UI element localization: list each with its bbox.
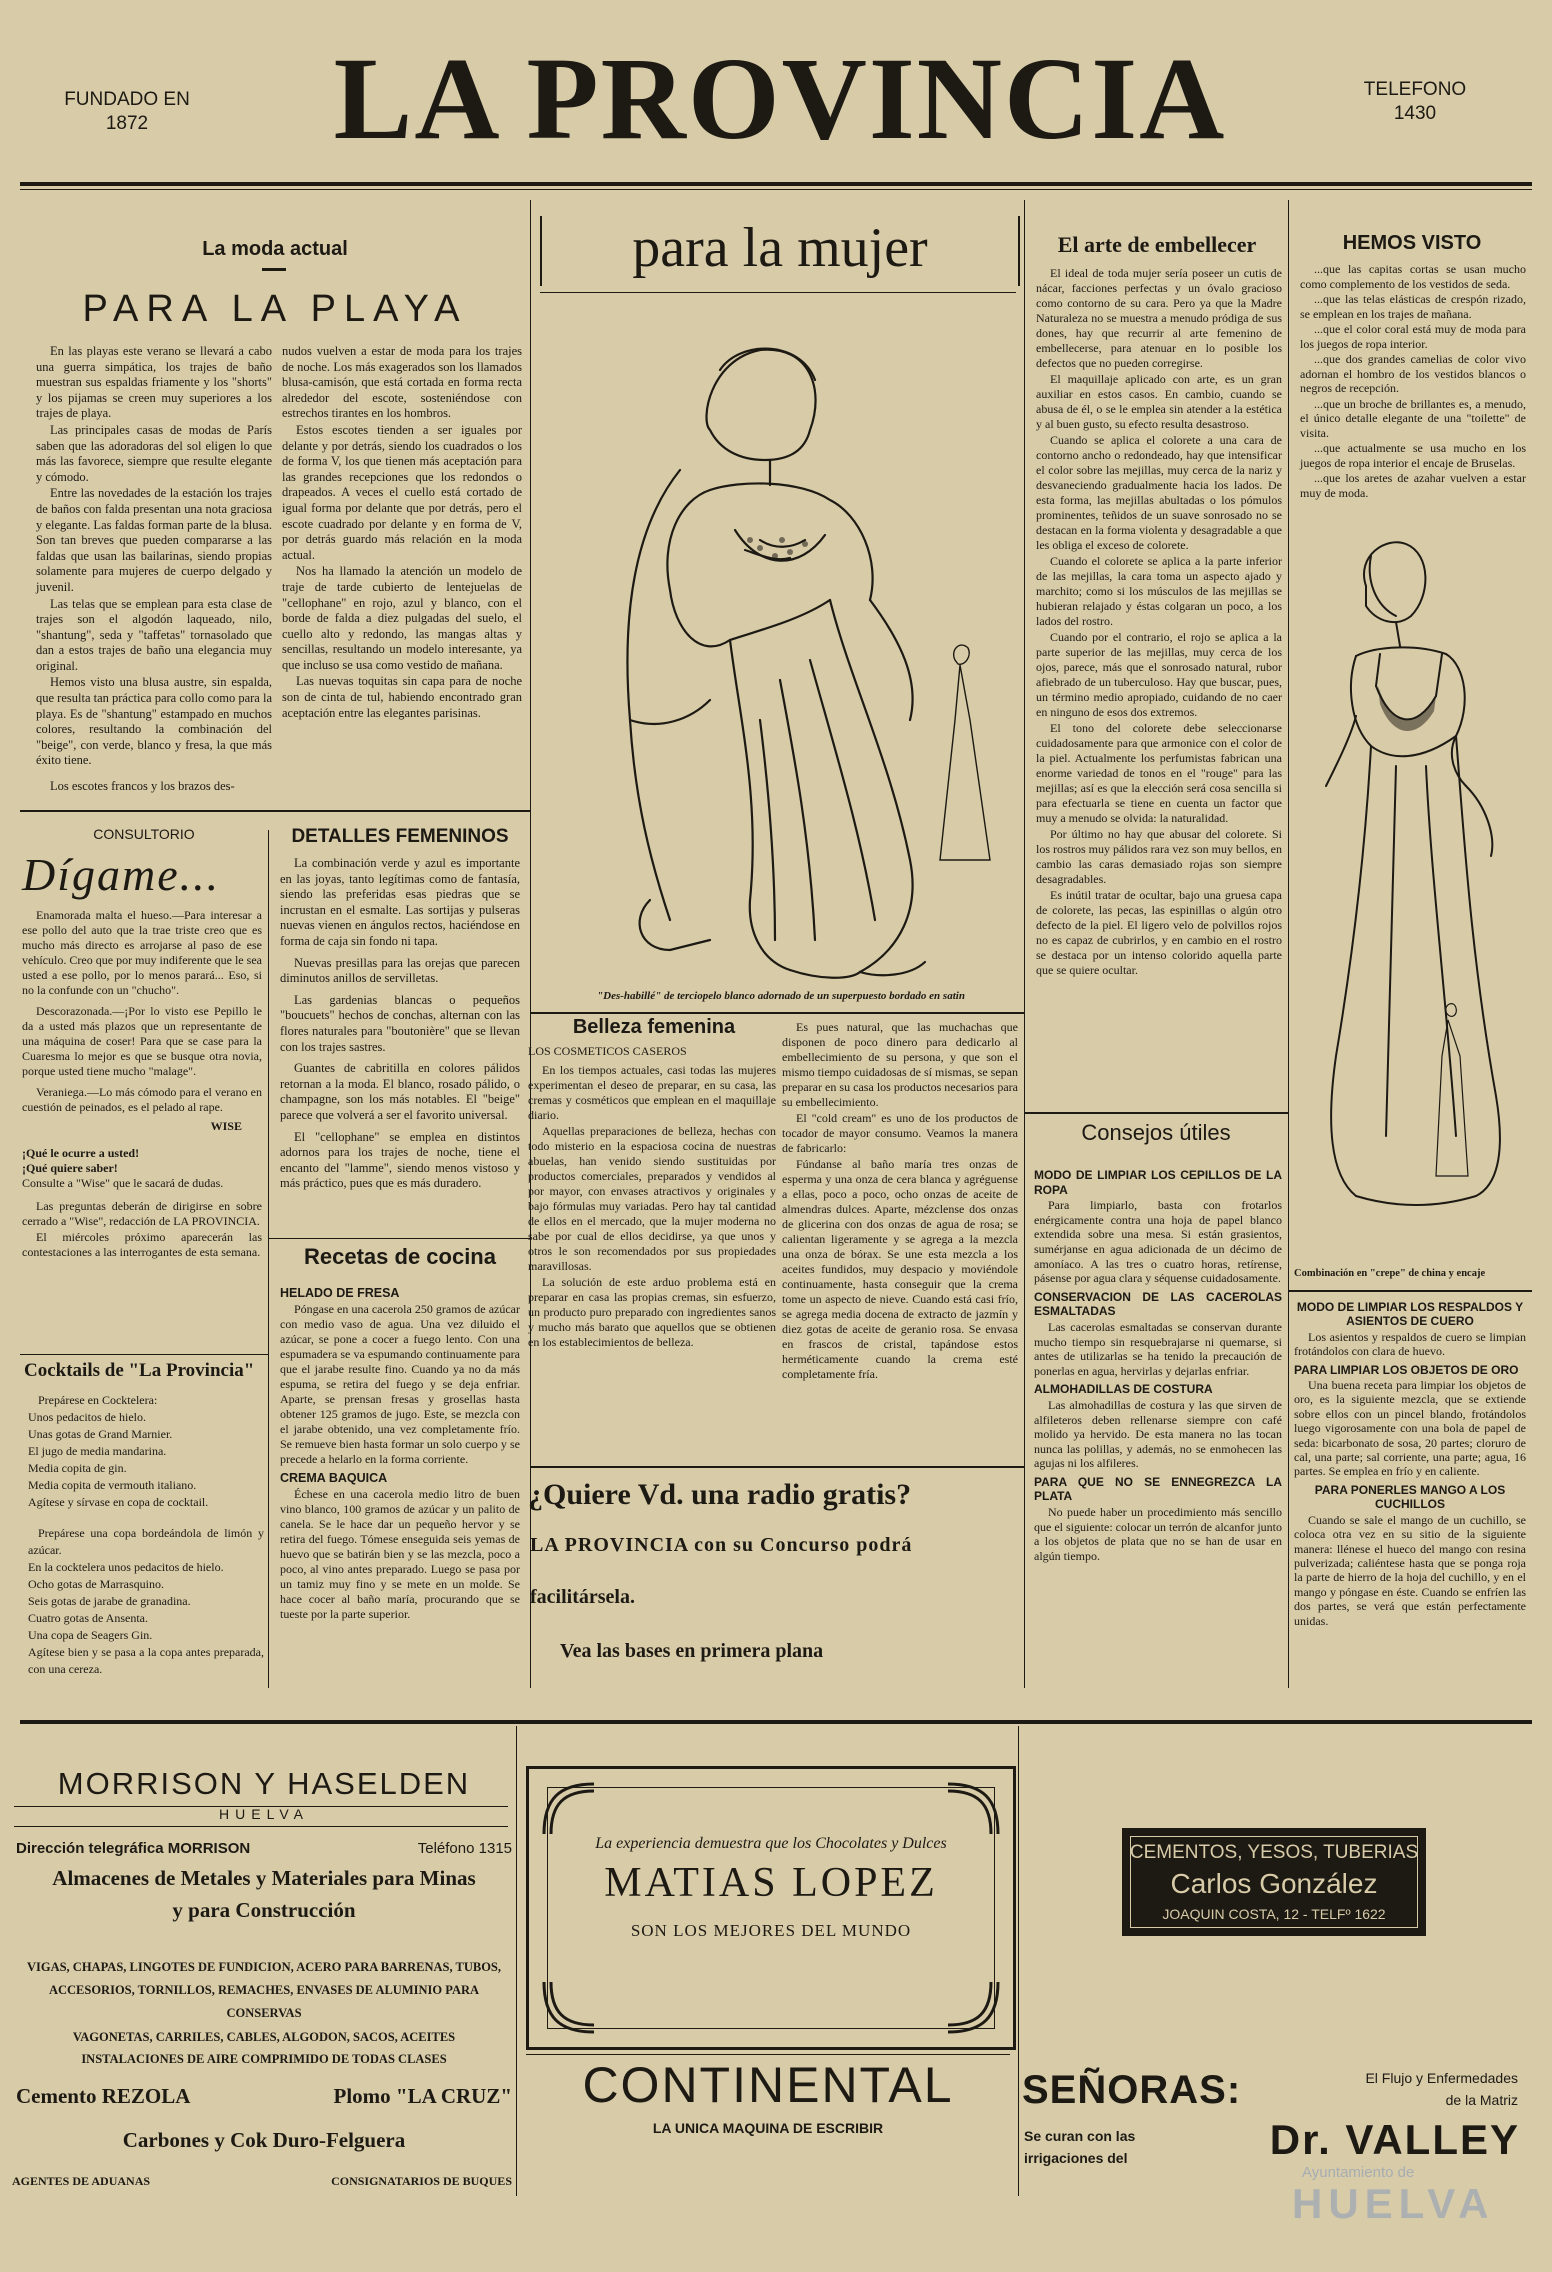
paragraph: Entre las novedades de la estación los trajes de baños con falda presentan una nota graciosa y elegante. Las faldas forman parte de la blusa. Son tan breves que pueden compararse a las faldas que usan las bailarinas, siendo propias solamente para mujeres de cuerpo delgado y juvenil. xyxy=(36,486,272,594)
recetas-body xyxy=(280,1282,520,1623)
paragraph: Las almohadillas de costura y las que sirven de alfileteros deben rellenarse siempre con café molido ya hervido. De esta manera no las tocan nunca las polillas, y además, no se enmohecen las agujas ni los alfileres. xyxy=(1034,1397,1282,1471)
recetas-title: Recetas de cocina xyxy=(304,1244,496,1269)
morrison-carbones: Carbones y Cok Duro-Felguera xyxy=(122,2128,406,2152)
masthead-title: LA PROVINCIA xyxy=(333,33,1227,164)
signature: WISE xyxy=(210,1119,242,1133)
recipe-item: Agítese y sírvase en copa de cocktail. xyxy=(28,1495,209,1509)
combinacion-illustration xyxy=(1296,536,1532,1266)
paragraph: Hemos visto una blusa austre, sin espalda, que resulta tan práctica para collo como para la playa. Es de "shantung" estampado en muchos colores, resultando la combinación del "beige", con verde, blanco y fresa, la que más éxito tiene. xyxy=(36,675,272,768)
paragraph: Las preguntas deberán de dirigirse en sobre cerrado a "Wise", redacción de LA PROVINCIA. xyxy=(22,1199,262,1228)
morrison-agentes: AGENTES DE ADUANAS xyxy=(12,2174,151,2188)
paragraph: Los asientos y respaldos de cuero se limpian frotándolos con clara de huevo. xyxy=(1294,1329,1526,1359)
tip-heading: PARA PONERLES MANGO A LOS CUCHILLOS xyxy=(1314,1482,1506,1512)
morrison-name: MORRISON Y HASELDEN xyxy=(57,1766,471,1801)
recipe-item: En la cocktelera unos pedacitos de hielo. xyxy=(28,1560,224,1574)
consejos-cont xyxy=(1294,1296,1526,1629)
paragraph: ...que dos grandes camelias de color vivo adornan el hombro de los vestidos blancos o negros de recepción. xyxy=(1300,352,1526,395)
hrule-recetas xyxy=(268,1238,530,1239)
paragraph: Las telas que se emplean para esta clase de trajes son el algodón laqueado, nilo, "shantung", seda y "taffetas" tornasolado que dan a estos trajes de baño una elegancia muy original. xyxy=(36,596,272,673)
continental-sub: LA UNICA MAQUINA DE ESCRIBIR xyxy=(652,2120,884,2136)
paragraph: El ideal de toda mujer sería poseer un cutis de nácar, facciones perfectas y un óvalo gracioso como contorno de su cara. Pero ya que la Madre Naturaleza no se muestra a menudo pródiga de sus dones, hay que recurrir al arte femenino de embellecerse, para atenuar en lo posible los defectos que no pueden corregirse. xyxy=(1036,266,1282,370)
radio-line1: LA PROVINCIA con su Concurso podrá xyxy=(530,1534,913,1556)
continental-name: CONTINENTAL xyxy=(582,2057,954,2113)
paragraph: Enamorada malta el hueso.—Para interesar a ese pollo del auto que la trae triste creo que es mucho más directo es arrojarse al paso de ese vehículo. Creo que por muy indiferente que le sea usted a ese pollo, por lo menos parará... Eso, si no la confunde con un "chucho". xyxy=(22,908,262,997)
mujer-banner: para la mujer xyxy=(632,217,928,279)
paragraph: Una buena receta para limpiar los objetos de oro, es la siguiente mezcla, que se extiende sobre ellos con un pincel blando, frotándolos luego vigorosamente con una bola de papel de seda: bicarbonato de sosa, 20 partes; cloruro de cal, una parte; sal corriente, una parte; agua, 16 partes. Se emplea en frío y en caliente. xyxy=(1294,1378,1526,1479)
ads-col-rule xyxy=(1018,1726,1019,2196)
belleza-subtitle: LOS COSMETICOS CASEROS xyxy=(528,1044,687,1058)
kicker-dash xyxy=(262,268,286,271)
moda-col1 xyxy=(36,344,272,796)
paragraph: ...que los aretes de azahar vuelven a estar muy de moda. xyxy=(1300,471,1526,500)
gonzalez-line3: JOAQUIN COSTA, 12 - TELFº 1622 xyxy=(1162,1906,1386,1922)
recipe-item: Ocho gotas de Marrasquino. xyxy=(28,1577,164,1591)
cocktails-body xyxy=(28,1392,264,1678)
morrison-products1: VIGAS, CHAPAS, LINGOTES DE FUNDICION, ACERO PARA BARRENAS, TUBOS, ACCESORIOS, TORNILLOS, REMACHES, ENVASES DE ALUMINIO PARA CONSERVAS xyxy=(26,1960,502,2020)
paragraph: Guantes de cabritilla en colores pálidos retornan a la moda. El blanco, rosado pálido, o champagne, son los más notables. El "beige" parece que volverá a ser el favorito universal. xyxy=(280,1061,520,1122)
paragraph: Es inútil tratar de ocultar, bajo una gruesa capa de colorete, las pecas, las espinillas o algún otro defecto de la piel. El ligero velo de polvillos rojos no es capaz de cubrirlos, y en cambio en el rostro se destaca por un intenso colorido aquella parte que se quiere ocultar. xyxy=(1036,888,1282,977)
founded-label xyxy=(62,88,192,136)
paragraph: El tono del colorete debe seleccionarse cuidadosamente para que armonice con el color de la piel. Actualmente los perfumistas fabrican una enorme variedad de tonos en el "rouge" para las mejillas; así es que la elección será cosa sencilla si para efectuarla se tiene en cuenta un factor que muy a menudo se olvida: la naturalidad. xyxy=(1036,721,1282,825)
consejos-body xyxy=(1034,1164,1282,1564)
mujer-banner-box xyxy=(540,216,1020,286)
col-rule xyxy=(530,200,531,1688)
col-rule xyxy=(1288,200,1289,1688)
ads-rule xyxy=(20,1720,1532,1724)
morrison-products2: VAGONETAS, CARRILES, CABLES, ALGODON, SACOS, ACEITES xyxy=(72,2030,456,2044)
question-line: ¡Qué quiere saber! xyxy=(22,1161,118,1175)
valley-doctor: Dr. VALLEY xyxy=(1269,2116,1520,2163)
paragraph: Échese en una cacerola medio litro de buen vino blanco, 100 gramos de azúcar y un palito de canela. Se le hace dar un pequeño hervor y se retira del fuego. Tómese enseguida seis yemas de huevo que se batirán bien y se las mezcla, poco a poco, al vino antes preparado. Luego se pasa por un tamiz muy fino y se mete en un molde. Se hace cocer al baño maría, procurando que se tueste por la parte superior. xyxy=(280,1487,520,1621)
paragraph: Por último no hay que abusar del colorete. Si los rostros muy pálidos rara vez son muy bellos, en cambio las caras demasiado rojas son siempre desagradables. xyxy=(1036,827,1282,886)
detalles-body xyxy=(280,856,520,1193)
recipe-item: El jugo de media mandarina. xyxy=(28,1444,167,1458)
paragraph: El "cold cream" es uno de los productos de tocador de mayor consumo. Veamos la manera de fabricarlo: xyxy=(782,1111,1018,1155)
hrule-cocktails xyxy=(20,1354,268,1355)
ad-inner-border xyxy=(547,1787,995,2029)
tip-heading: MODO DE LIMPIAR LOS CEPILLOS DE LA ROPA xyxy=(1034,1168,1282,1197)
morrison-plomo: Plomo "LA CRUZ" xyxy=(333,2084,512,2108)
paragraph: Es pues natural, que las muchachas que disponen de poco dinero para dedicarlo al embellecimiento de su persona, y que son el mismo tiempo cuidadosas de sí mismas, se sepan preparar en su casa los productos necesarios para su embellecimiento. xyxy=(782,1020,1018,1109)
matias-top: La experiencia demuestra que los Chocolates y Dulces xyxy=(595,1835,947,1852)
hemos-title: HEMOS VISTO xyxy=(1342,232,1482,254)
paragraph: Nuevas presillas para las orejas que parecen diminutos anillos de servilletas. xyxy=(280,955,520,986)
paragraph: Para limpiarlo, basta con frotarlos enérgicamente contra una hoja de papel blanco extendida sobre una mesa. Si están grasientos, sumérjanse en agua adicionada de un décimo de amoníaco. A las tres o cuatro horas, retírense, pásense por agua clara y séquense cuidadosamente. xyxy=(1034,1198,1282,1286)
masthead-rule-top xyxy=(20,182,1532,186)
masthead-rule-bottom xyxy=(20,189,1532,190)
paragraph: El "cellophane" se emplea en distintos adornos para los trajes de noche, tiene el encanto del "lamme", siendo menos vistoso y más práctico, pues que es más duradero. xyxy=(280,1129,520,1191)
telephone-number: 1430 xyxy=(1393,103,1437,124)
moda-col2 xyxy=(282,344,522,722)
deshabille-illustration xyxy=(560,300,1000,986)
digame-body xyxy=(22,908,262,1261)
ornament-icon xyxy=(943,1779,1003,1839)
paragraph: Cuando se sale el mango de un cuchillo, se coloca otra vez en su sitio de la siguiente manera: llénese el hueco del mango con resina pulverizada; caliéntese hasta que se ponga roja la parte de hierro de la hoja del cuchillo, y en el mango y póngase en éste. Cuando se enfríen las dos partes, se verá que están perfectamente unidas. xyxy=(1294,1512,1526,1628)
matias-name: MATIAS LOPEZ xyxy=(604,1860,938,1906)
gonzalez-line1: CEMENTOS, YESOS, TUBERIAS xyxy=(1129,1842,1419,1863)
paragraph: Descorazonada.—¡Por lo visto ese Pepillo le da a usted más plazos que un representante de una máquina de coser! Para que se case para la Cuaresma lo mejor es que se busque otra novia, porque usted tiene mucho "malage". xyxy=(22,1004,262,1078)
valley-right2: de la Matriz xyxy=(1445,2092,1518,2108)
paragraph: ...que las capitas cortas se usan mucho como complemento de los vestidos de seda. xyxy=(1300,262,1526,291)
radio-title: ¿Quiere Vd. una radio gratis? xyxy=(528,1478,912,1511)
recipe-item: Agítese bien y se pasa a la copa antes preparada, con una cereza. xyxy=(28,1645,264,1676)
paragraph: Las principales casas de modas de París saben que las adoradoras del sol eligen lo que más las favorece, siempre que resulte elegante y cómodo. xyxy=(36,422,272,484)
paragraph: El maquillaje aplicado con arte, es un gran auxiliar en estos casos. En cambio, cuando se abusa de él, o se le emplea sin atender a la estética y al buen gusto, su efecto resulta desastroso. xyxy=(1036,372,1282,431)
recipe-item: Unos pedacitos de hielo. xyxy=(28,1410,146,1424)
paragraph: Cuando se aplica el colorete a una cara de contorno ancho o redondeado, hay que intensificar el color sobre las mejillas, muy cerca de la nariz y desvaneciendo gradualmente hacia los lados. De esta forma, las mejillas abultadas o los pómulos prominentes, teñidos de un suave sonrosado no se destacan en la forma violenta y desagradable a que les obliga el exceso de colorete. xyxy=(1036,433,1282,552)
consejos-title: Consejos útiles xyxy=(1081,1120,1231,1145)
morrison-city: HUELVA xyxy=(219,1806,309,1822)
paragraph: ...que un broche de brillantes es, a menudo, el único detalle elegante de una "toilette" de visita. xyxy=(1300,396,1526,440)
paragraph: Las gardenias blancas o pequeños "boucuets" hechos de conchas, alternan con las flores naturales para "boutonière" que se llevan con los trajes sastres. xyxy=(280,992,520,1054)
founded-text: FUNDADO EN xyxy=(64,89,190,110)
continental-rule xyxy=(526,2054,1010,2055)
recipe-item: Seis gotas de jarabe de granadina. xyxy=(28,1594,191,1608)
embellecer-title: El arte de embellecer xyxy=(1057,232,1257,257)
recipe-heading: HELADO DE FRESA xyxy=(280,1286,400,1300)
valley-cure2: irrigaciones del xyxy=(1024,2150,1128,2166)
valley-right1: El Flujo y Enfermedades xyxy=(1365,2070,1518,2086)
matias-slogan: SON LOS MEJORES DEL MUNDO xyxy=(630,1921,912,1940)
recipe-item: Cuatro gotas de Ansenta. xyxy=(28,1611,148,1625)
tip-heading: MODO DE LIMPIAR LOS RESPALDOS Y ASIENTOS DE CUERO xyxy=(1296,1300,1524,1329)
belleza-col1 xyxy=(528,1044,776,1351)
belleza-title: Belleza femenina xyxy=(572,1016,736,1038)
hrule-belleza xyxy=(530,1012,1024,1014)
deshabille-caption: "Des-habillé" de terciopelo blanco adornado de un superpuesto bordado en satin xyxy=(597,990,965,1002)
watermark-big: HUELVA xyxy=(1292,2180,1495,2227)
watermark-small: Ayuntamiento de xyxy=(1302,2164,1415,2181)
moda-title: PARA LA PLAYA xyxy=(82,288,468,330)
embellecer-body xyxy=(1036,266,1282,979)
paragraph: El miércoles próximo aparecerán las contestaciones a las interrogantes de esta semana. xyxy=(22,1230,262,1259)
paragraph: Estos escotes tienden a ser iguales por delante y por detrás, siendo los cuadrados o los de forma V, los que tienen más aceptación para las grandes recepciones que los redondos o drapeados. A veces el cuello está cortado de igual forma por delante que por detrás, pero el escote cuadrado por delante y en forma de V, por detrás guardo más relación en la moda actual. xyxy=(282,422,522,562)
tip-heading: CONSERVACION DE LAS CACEROLAS ESMALTADAS xyxy=(1034,1289,1282,1319)
paragraph: Cuando el colorete se aplica a la parte inferior de las mejillas, la cara toma un aspecto ajado y marchito; como si los músculos de las mejillas se hubieran relajado y éstas colgaran un poco, a los lados del rostro. xyxy=(1036,554,1282,628)
valley-senoras: SEÑORAS: xyxy=(1022,2068,1242,2112)
founded-year: 1872 xyxy=(105,113,149,134)
hrule-moda xyxy=(20,810,530,812)
belleza-col2 xyxy=(782,1020,1018,1383)
recipe-item: Una copa de Seagers Gin. xyxy=(28,1628,153,1642)
cocktails-title: Cocktails de "La Provincia" xyxy=(24,1360,255,1381)
paragraph: En los tiempos actuales, casi todas las mujeres experimentan el deseo de preparar, en su casa, las cremas y cosméticos que emplean en el maquillaje diario. xyxy=(528,1063,776,1122)
morrison-rule xyxy=(14,1826,508,1827)
combinacion-caption: Combinación en "crepe" de china y encaje xyxy=(1294,1268,1486,1279)
hrule-radio xyxy=(530,1466,1024,1468)
hemos-body xyxy=(1300,262,1526,501)
morrison-consignatarios: CONSIGNATARIOS DE BUQUES xyxy=(331,2174,512,2188)
recipe-heading: CREMA BAQUICA xyxy=(280,1471,388,1485)
banner-rule xyxy=(540,292,1016,293)
valley-cure1: Se curan con las xyxy=(1024,2128,1136,2144)
morrison-telegraph: Dirección telegráfica MORRISON xyxy=(16,1840,251,1857)
paragraph: ...que actualmente se usa mucho en los juegos de ropa interior el encaje de Bruselas. xyxy=(1300,441,1526,470)
recipe-item: Media copita de gin. xyxy=(28,1461,127,1475)
paragraph: Las nuevas toquitas sin capa para de noche son de cinta de tul, habiendo encontrado gran aceptación entre las elegantes parisinas. xyxy=(282,674,522,720)
paragraph: Nos ha llamado la atención un modelo de traje de tarde cubierto de lentejuelas de "cellophane" en rojo, azul y blanco, con el borde de falda a diez pulgadas del suelo, el cuello alto y redondo, las mangas altas y sencillas, resultando un modelo interesante, ya que incluso se usa como vestido de mañana. xyxy=(282,564,522,672)
hrule-consejos xyxy=(1024,1112,1288,1114)
digame-title: Dígame... xyxy=(22,849,221,900)
gonzalez-ad xyxy=(1122,1828,1426,1936)
tip-heading: PARA LIMPIAR LOS OBJETOS DE ORO xyxy=(1294,1362,1519,1377)
matias-lopez-ad xyxy=(526,1766,1016,2050)
morrison-phone: Teléfono 1315 xyxy=(417,1840,512,1857)
recipe-item: Unas gotas de Grand Marnier. xyxy=(28,1427,173,1441)
paragraph: ...que las telas elásticas de crespón rizado, se emplean en los trajes de mañana. xyxy=(1300,292,1526,321)
telephone-label xyxy=(1340,78,1490,126)
paragraph: Veraniega.—Lo más cómodo para el verano en cuestión de peinados, es el pelado al rape. xyxy=(22,1085,262,1114)
hrule-respaldos xyxy=(1288,1290,1532,1292)
ornament-icon xyxy=(539,1779,599,1839)
morrison-products3: INSTALACIONES DE AIRE COMPRIMIDO DE TODAS CLASES xyxy=(81,2052,447,2066)
paragraph: La solución de este arduo problema está en preparar en casa las propias cremas, sin esfuerzo, un producto puro preparado con ingredientes sanos y mucho más barato que aquellos que se obtienen en los establecimientos de belleza. xyxy=(528,1275,776,1349)
moda-kicker: La moda actual xyxy=(202,238,348,260)
detalles-title: DETALLES FEMENINOS xyxy=(291,826,509,847)
consultorio-kicker: CONSULTORIO xyxy=(93,826,195,842)
ads-col-rule xyxy=(516,1726,517,2196)
radio-line2: facilitársela. xyxy=(530,1586,635,1608)
ornament-icon xyxy=(539,1977,599,2037)
radio-line3: Vea las bases en primera plana xyxy=(560,1640,824,1662)
ornament-icon xyxy=(943,1977,1003,2037)
col-rule xyxy=(1024,200,1025,1688)
gonzalez-line2: Carlos González xyxy=(1170,1868,1378,1899)
paragraph: Los escotes francos y los brazos des- xyxy=(50,779,235,794)
paragraph: En las playas este verano se llevará a cabo una guerra simpática, los trajes de baño muestran sus espaldas friamente y los "shorts" y los pijamas se creen muy superiores a los trajes de playa. xyxy=(36,344,272,421)
morrison-line1: Almacenes de Metales y Materiales para Minas xyxy=(52,1866,476,1890)
paragraph: Las cacerolas esmaltadas se conservan durante mucho tiempo sin resquebrajarse ni quemarse, si antes de utilizarlas se ha tenido la precaución de ponerlas en agua, hervirlas y dejarlas enfriar. xyxy=(1034,1319,1282,1378)
col-rule xyxy=(268,830,269,1688)
morrison-line2: y para Construcción xyxy=(172,1898,356,1922)
paragraph: No puede haber un procedimiento más sencillo que el siguiente: colocar un terrón de alcanfor junto a los objetos de plata que no se han de usar en algún tiempo. xyxy=(1034,1505,1282,1563)
paragraph: La combinación verde y azul es importante en las joyas, tanto legítimas como de fantasía, siendo las preferidas esas piedras que se incrustan en el esmalte. Las sortijas y pulseras nuevas vienen en ángulos rectos, haciéndose en forma de caja sin fondo ni tapa. xyxy=(280,856,520,948)
telephone-text: TELEFONO xyxy=(1363,79,1467,100)
morrison-cemento: Cemento REZOLA xyxy=(16,2084,191,2108)
question-line: ¡Qué le ocurre a usted! xyxy=(22,1146,140,1160)
paragraph: Cuando por el contrario, el rojo se aplica a la parte superior de las mejillas, muy cerca de los ojos, parece, más que el sonrosado natural, rubor afiebrado de un tuberculoso. Hay que buscar, pues, un término medio apropiado, cuidando de no caer en ninguno de esos dos extremos. xyxy=(1036,630,1282,719)
paragraph: ...que el color coral está muy de moda para los juegos de ropa interior. xyxy=(1300,322,1526,351)
question-line: Consulte a "Wise" que le sacará de dudas. xyxy=(22,1176,224,1190)
recipe-intro: Prepárese una copa bordeándola de limón y azúcar. xyxy=(28,1526,264,1557)
paragraph: nudos vuelven a estar de moda para los trajes de noche. Los más exagerados son los llamados blusa-camisón, que está cortada en forma recta alrededor del escote, sosteniéndose con estrechos tirantes en los hombros. xyxy=(282,344,522,421)
paragraph: Aquellas preparaciones de belleza, hechas con todo misterio en la espaciosa cocina de nuestras abuelas, han venido siendo sustituidas por productos comerciales, preparados y vendidos al por mayor, con envases atractivos y originales y bajo fórmulas muy variadas. Pero hay tal cantidad de ellos en el mercado, que la mujer moderna no sabe por cual de ellos decidirse, ya que unos y otros le son recomendados por sus propiedades maravillosas. xyxy=(528,1124,776,1273)
recipe-item: Media copita de vermouth italiano. xyxy=(28,1478,197,1492)
paragraph: Fúndanse al baño maría tres onzas de esperma y una onza de cera blanca y agréguense a ellas, poco a poco, ocho onzas de aceite de almendras dulces. Aparte, mézclense dos onzas de glicerina con dos onzas de agua de rosa; se calientan ligeramente y se agrega a la mezcla una onza de bórax. Se une esta mezcla a los aceites fundidos, muy despacio y moviéndole continuamente, hasta conseguir que la crema tome un aspecto de nieve. Cuando está casi frío, se agrega media docena de extracto de jazmín y diez gotas de aceite de geranio rosa. Se envasa en frascos de cristal, tapándose estos herméticamente cuando la crema esté completamente fría. xyxy=(782,1157,1018,1381)
tip-heading: PARA QUE NO SE ENNEGREZCA LA PLATA xyxy=(1034,1474,1282,1504)
tip-heading: ALMOHADILLAS DE COSTURA xyxy=(1034,1382,1213,1397)
recipe-intro: Prepárese en Cocktelera: xyxy=(38,1393,158,1407)
paragraph: Póngase en una cacerola 250 gramos de azúcar con medio vaso de agua. Una vez diluido el azúcar, se pone a cocer a fuego lento. Con una espumadera se va espumando continuamente para que el jarabe resulte fino. Cuando ya no da más espuma, se retira del fuego y se deja enfriar. Aparte, se prensan fresas y grosellas hasta obtener 125 gramos de jugo. Este, se mezcla con el jarabe obtenido, una vez completamente frío. Se remueve bien hasta formar un solo cuerpo y se precede a helarlo en la forma corriente. xyxy=(280,1302,520,1466)
